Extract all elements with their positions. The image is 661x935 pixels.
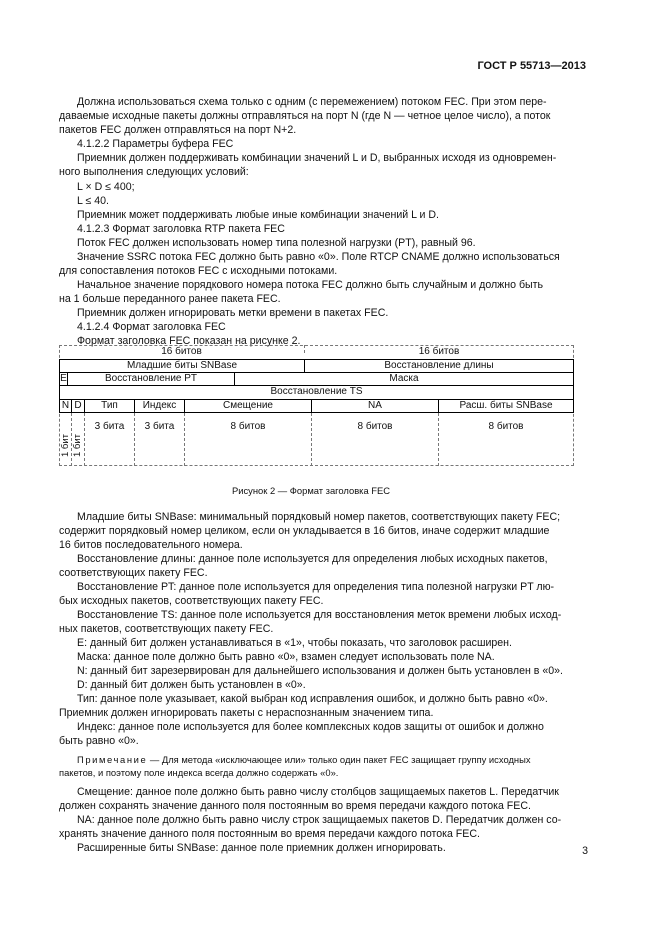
definition-line: Восстановление PT: данное поле используется для определения типа полезной нагрузки PT лю- [77, 581, 555, 593]
paragraph-line: пакетов FEC должен отправляться на порт N+2. [59, 124, 297, 136]
field-mask: Маска [234, 372, 574, 386]
definition-line: Младшие биты SNBase: минимальный порядковый номер пакетов, соответствующих пакету FEC; [77, 511, 561, 523]
field-length-recovery: Восстановление длины [304, 359, 574, 373]
field-ts-recovery: Восстановление TS [59, 385, 574, 400]
definition-line: 16 битов последовательного номера. [59, 539, 243, 551]
definition-line: Тип: данное поле указывает, какой выбран код исправления ошибок, и должно быть равно «0». [77, 693, 548, 705]
size-snbase-ext: 8 битов [488, 421, 524, 432]
field-snbase-ext: Расш. биты SNBase [438, 399, 574, 413]
formula-line: L × D ≤ 400; [77, 181, 135, 193]
bits-label-left: 16 битов [161, 346, 202, 357]
note-label: Примечание [77, 754, 148, 765]
definition-line: содержит порядковый номер целиком, если он укладывается в 16 битов, иначе содержит младшие [59, 525, 550, 537]
size-index: 3 бита [144, 421, 175, 432]
fec-header-diagram [59, 345, 574, 466]
field-n: N [59, 399, 72, 413]
definition-line: Смещение: данное поле должно быть равно числу столбцов защищаемых пакетов L. Передатчик [77, 786, 559, 798]
field-snbase-low: Младшие биты SNBase [59, 359, 305, 373]
definition-line: Восстановление длины: данное поле используется для определения любых исходных пакетов, [77, 553, 548, 565]
paragraph-line: Значение SSRC потока FEC должно быть равно «0». Поле RTCP CNAME должно использоваться [77, 251, 560, 263]
field-pt-recovery: Восстановление PT [67, 372, 235, 386]
field-na: NA [311, 399, 439, 413]
definition-line: должен сохранять значение данного поля постоянным во время передачи каждого потока FEC. [59, 800, 531, 812]
paragraph-line: ного выполнения следующих условий: [59, 166, 249, 178]
definition-line: бых исходных пакетов, соответствующих пакету FEC. [59, 595, 324, 607]
note-line [77, 754, 531, 767]
formula-line: L ≤ 40. [77, 195, 109, 207]
size-offset: 8 битов [230, 421, 266, 432]
paragraph-line: на 1 больше переданного ранее пакета FEC. [59, 293, 281, 305]
figure-caption: Рисунок 2 — Формат заголовка FEC [232, 485, 391, 496]
field-e: E [60, 373, 67, 384]
definition-line: D: данный бит должен быть установлен в «0». [77, 679, 306, 691]
paragraph-line: Поток FEC должен использовать номер типа полезной нагрузки (PT), равный 96. [77, 237, 476, 249]
section-heading: 4.1.2.3 Формат заголовка RTP пакета FEC [77, 223, 285, 235]
size-bit-n: 1 бит [60, 433, 71, 457]
definition-line: Расширенные биты SNBase: данное поле приемник должен игнорировать. [77, 842, 446, 854]
page-number: 3 [582, 845, 588, 857]
definition-line: N: данный бит зарезервирован для дальнейшего использования и должен быть установлен в «0». [77, 665, 563, 677]
section-heading: 4.1.2.4 Формат заголовка FEC [77, 321, 226, 333]
note-text: — Для метода «исключающее или» только один пакет FEC защищает группу исходных [147, 754, 531, 765]
paragraph-line: Формат заголовка FEC показан на рисунке 2. [77, 335, 301, 347]
definition-line: Маска: данное поле должно быть равно «0», взамен следует использовать поле NA. [77, 651, 495, 663]
paragraph-line: для сопоставления потоков FEC с исходными потоками. [59, 265, 338, 277]
field-index: Индекс [134, 399, 185, 413]
definition-line: NA: данное поле должно быть равно числу строк защищаемых пакетов D. Передатчик должен со- [77, 814, 562, 826]
definition-line: соответствующих пакету FEC. [59, 567, 208, 579]
note-line: пакетов, и поэтому поле индекса всегда должно содержать «0». [59, 767, 339, 778]
size-bit-d: 1 бит [72, 433, 83, 457]
standard-number: ГОСТ Р 55713—2013 [477, 60, 586, 72]
definition-line: Восстановление TS: данное поле используется для восстановления меток времени любых исход- [77, 609, 562, 621]
paragraph-line: Приемник может поддерживать любые иные комбинации значений L и D. [77, 209, 439, 221]
paragraph-line: даваемые исходные пакеты должны отправляться на порт N (где N — четное целое число), а поток [59, 110, 551, 122]
paragraph-line: Должна использоваться схема только с одним (с перемежением) потоком FEC. При этом пере- [77, 96, 547, 108]
field-offset: Смещение [184, 399, 312, 413]
field-d: D [71, 399, 85, 413]
bits-label-right: 16 битов [418, 346, 460, 357]
definition-line: Индекс: данное поле используется для более комплексных кодов защиты от ошибок и должно [77, 721, 544, 733]
size-na: 8 битов [357, 421, 393, 432]
field-type: Тип [84, 399, 135, 413]
definition-line: быть равно «0». [59, 735, 139, 747]
paragraph-line: Начальное значение порядкового номера потока FEC должно быть случайным и должно быть [77, 279, 543, 291]
definition-line: Приемник должен игнорировать пакеты с нераспознанным значением типа. [59, 707, 434, 719]
paragraph-line: Приемник должен игнорировать метки времени в пакетах FEC. [77, 307, 389, 319]
section-heading: 4.1.2.2 Параметры буфера FEC [77, 138, 234, 150]
paragraph-line: Приемник должен поддерживать комбинации значений L и D, выбранных исходя из одновремен- [77, 152, 557, 164]
size-type: 3 бита [94, 421, 125, 432]
definition-line: ных пакетов, соответствующих пакету FEC. [59, 623, 274, 635]
definition-line: хранять значение данного поля постоянным во время передачи каждого потока FEC. [59, 828, 480, 840]
definition-line: E: данный бит должен устанавливаться в «1», чтобы показать, что заголовок расширен. [77, 637, 512, 649]
